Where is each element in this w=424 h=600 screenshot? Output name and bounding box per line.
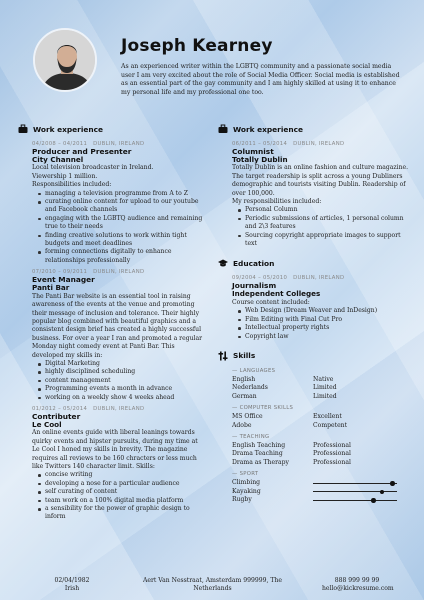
work-entry [18,269,206,402]
skill-row: English Teaching Professional [232,441,351,449]
address: Aert Van Nesstraat, Amsterdam 999999, The Netherlands [142,577,283,593]
right-column [218,123,410,504]
skill-row: Kayaking [232,488,410,496]
skill-row: Rugby [232,496,410,504]
date-of-birth: 02/04/1982 [54,577,90,584]
skill-row: Nederlands Limited [232,384,337,392]
entry-bullets [38,471,206,521]
bullet-item: Film Editing with Final Cut Pro [238,316,410,324]
bullet-item: content management [38,377,206,385]
entry-bullets [238,206,410,248]
entry-text: Course content included: [232,298,310,306]
bullet-item: Copyright law [238,333,410,341]
entry-organization: Totally Dublin [232,155,288,164]
entry-text: My responsibilities included: [232,198,322,206]
entry-organization: City Channel [32,155,84,164]
education-entry [218,275,410,340]
phone-number: 888 999 99 99 [334,577,380,584]
bullet-item: developing a nose for a particular audience [38,480,206,488]
bullet-item: team work on a 100% digital media platform [38,497,206,505]
graduation-cap-icon [218,258,228,268]
candidate-name: Joseph Kearney [121,36,273,56]
bullet-item: concise writing [38,471,206,479]
entry-title: Journalism [232,281,277,291]
profile-summary: As an experienced writer within the LGBTQ community and a passionate social media user I am very excited about the role of Social Media Officer. Social media is established as an essential part of the gay community and I am highly skilled at using it to enhance my personal life and my professional one too. [121,63,400,96]
contact-footer [0,575,424,600]
email-address[interactable]: hello@kickresume.com [322,585,394,593]
skill-level-bar [313,488,397,496]
entry-meta: 09/2004 – 05/2010 DUBLIN, IRELAND [232,275,345,282]
skill-level-dot [380,490,385,495]
bullet-item: Digital Marketing [38,360,206,368]
bullet-item: Sourcing copyright appropriate images to support text [238,232,410,249]
contact-info [322,577,392,594]
skills-icon [218,351,228,361]
bullet-item: managing a television programme from A to Z [38,190,206,198]
profile-photo [33,28,97,92]
skill-row: Adobe Competent [232,421,348,429]
personal-info [52,577,92,594]
skill-category-languages: — LANGUAGES [232,367,276,374]
skill-row: Climbing [232,479,410,487]
skill-category-teaching: — TEACHING [232,433,270,440]
entry-organization: Independent Colleges [232,289,321,299]
bullet-item: working on a weekly show 4 weeks ahead [38,394,206,402]
skill-row: MS Office Excellent [232,413,342,421]
entry-organization: Le Cool [32,419,62,429]
bullet-item: Programming events a month in advance [38,385,206,393]
entry-text: Local television broadcaster in Ireland. [32,164,154,172]
skill-row: German Limited [232,392,337,400]
entry-meta: 01/2012 – 05/2014 DUBLIN, IRELAND [32,405,145,412]
entry-text: Totally Dublin is an online fashion and culture magazine. The target readership is split across a young Dubliners demographic and tourists visiting Dublin. Readership of over 100,000. [232,164,409,197]
briefcase-icon [218,124,228,134]
entry-meta: 07/2010 – 09/2011 DUBLIN, IRELAND [32,269,145,276]
bullet-item: Personal Column [238,206,410,214]
bullet-item: self curating of content [38,488,206,496]
entry-text: The Panti Bar website is an essential tool in raising awareness of the events at the venue and promoting their message of inclusion and tolerance. Their highly popular blog combined with beautiful graphics and a consistent design brief has created a highly successful business. For over a year I ran and promoted a regular Monday night comedy event at Panti Bar. This developed my skills in: [32,292,203,359]
work-entry [18,141,206,265]
work-experience-heading: Work experience [218,123,410,135]
work-experience-heading: Work experience [18,123,206,135]
entry-title: Producer and Presenter [32,147,132,156]
bullet-item: engaging with the LGBTQ audience and remaining true to their needs [38,215,206,232]
entry-text: Viewership 1 million. [32,172,98,180]
bullet-item: Web Design (Dream Weaver and InDesign) [238,307,410,315]
entry-title: Columnist [232,147,274,156]
briefcase-icon [18,124,28,134]
entry-meta: 06/2011 – 05/2014 DUBLIN, IRELAND [232,141,345,147]
entry-bullets [38,190,206,266]
bullet-item: forming connections digitally to enhance relationships professionally [38,248,206,265]
skill-category-computer: — COMPUTER SKILLS [232,405,294,412]
skill-level-bar [313,479,397,487]
entry-organization: Panti Bar [32,283,70,293]
work-entry [218,141,410,248]
entry-bullets [238,307,410,341]
skill-row: Drama as Therapy Professional [232,458,351,466]
skills-heading: Skills [218,350,410,362]
skill-row: English Native [232,375,334,383]
bullet-item: a sensibility for the power of graphic design to inform [38,505,206,522]
bullet-item: highly disciplined scheduling [38,368,206,376]
left-column [18,123,206,526]
entry-text: An online events guide with liberal leanings towards quirky events and hipster pursuits, during my time at Le Cool I honed my skills in brevity. The magazine requires all reviews to be 160 chracters or less much like Twitters 140 character limit. Skills: [32,429,198,470]
resume-header [0,0,424,118]
bullet-item: finding creative solutions to work within tight budgets and meet deadlines [38,232,206,249]
skill-category-sport: — SPORT [232,471,259,478]
skill-row: Drama Teaching Professional [232,450,351,458]
bullet-item: Intellectual property rights [238,324,410,332]
skill-level-dot [371,498,376,503]
work-entry [18,406,206,522]
entry-text: Responsibilities included: [32,181,112,189]
skill-level-bar [313,496,397,504]
bullet-item: Periodic submissions of articles, 1 personal column and 2\3 features [238,215,410,232]
nationality: Irish [64,585,80,593]
entry-bullets [38,360,206,402]
education-heading: Education [218,257,410,269]
entry-title: Event Manager [32,275,95,285]
entry-meta: 04/2008 – 04/2011 DUBLIN, IRELAND [32,141,145,147]
skill-level-dot [390,481,395,486]
entry-title: Contributer [32,411,81,421]
bullet-item: curating online content for upload to our youtube and Facebook channels [38,198,206,215]
